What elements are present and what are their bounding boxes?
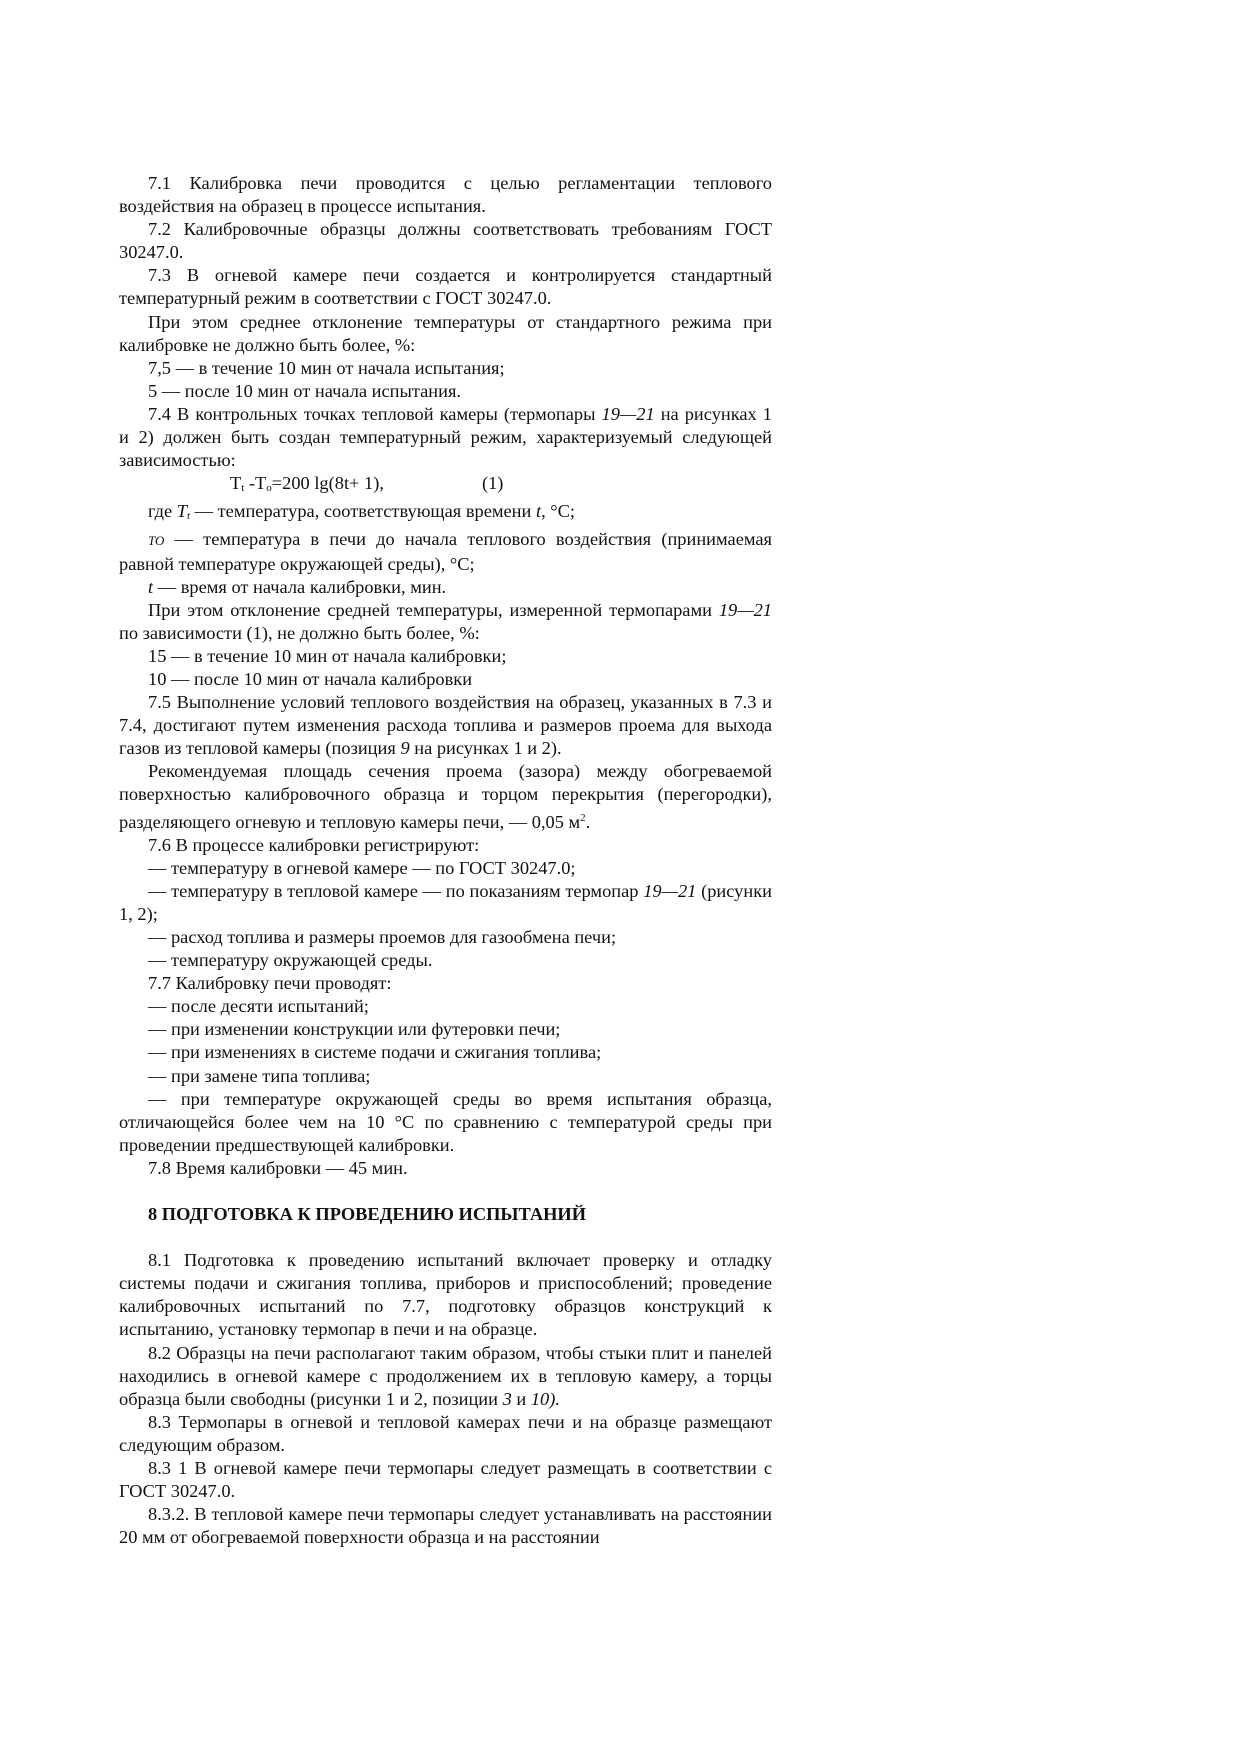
paragraph-8-3-2: 8.3.2. В тепловой камере печи термопары следует устанавливать на расстоянии 20 мм от обогреваемой поверхности образца и на расстоянии — [119, 1504, 772, 1548]
list-item: — при изменениях в системе подачи и сжигания топлива; — [148, 1042, 602, 1063]
paragraph-7-5: 7.5 Выполнение условий теплового воздействия на образец, указанных в 7.3 и 7.4, достигают путем изменения расхода топлива и размеров проема для выхода газов из тепловой камеры (позиция 9 на рисунках 1 и 2). — [119, 692, 772, 759]
definition-to: TO — температура в печи до начала теплового воздействия (принимаемая равной температуре окружающей среды), °С; — [119, 529, 772, 574]
definition-t: t — время от начала калибровки, мин. — [148, 576, 447, 597]
list-item: — температуру в тепловой камере — по показаниям термопар 19—21 (рисунки 1, 2); — [119, 880, 772, 924]
paragraph-8-2: 8.2 Образцы на печи располагают таким образом, чтобы стыки плит и панелей находились в огневой камере с продолжением их в тепловую камеру, а торцы образца были свободны (рисунки 1 и 2, позиции 3 и 10). — [119, 1342, 772, 1409]
paragraph-8-1: 8.1 Подготовка к проведению испытаний включает проверку и отладку системы подачи и сжигания топлива, приборов и приспособлений; проведение калибровочных испытаний по 7.7, подготовку образцов конструкций к испытанию, установку термопар в печи и на образце. — [119, 1250, 772, 1340]
equation-number: (1) — [481, 473, 504, 494]
paragraph-8-3: 8.3 Термопары в огневой и тепловой камерах печи и на образце размещают следующим образом. — [119, 1411, 772, 1455]
deviation-item: 7,5 — в течение 10 мин от начала испытания; — [148, 357, 505, 378]
paragraph-deviation-intro: При этом среднее отклонение температуры от стандартного режима при калибровке не должно быть более, %: — [119, 311, 772, 355]
definition-tt: где Tt — температура, соответствующая времени t, °С; — [148, 501, 576, 523]
list-item: — температуру окружающей среды. — [148, 950, 433, 971]
paragraph-recommended-area: Рекомендуемая площадь сечения проема (зазора) между обогреваемой поверхностью калибровочного образца и торцом перекрытия (перегородки), разделяющего огневую и тепловую камеры печи, — 0,05 $м^2$. — [119, 761, 772, 832]
paragraph-7-8: 7.8 Время калибровки — 45 мин. — [148, 1157, 408, 1178]
paragraph-8-3-1: 8.3 1 В огневой камере печи термопары следует размещать в соответствии с ГОСТ 30247.0. — [119, 1457, 772, 1502]
paragraph-average-deviation: При этом отклонение средней температуры, измеренной термопарами 19—21 по зависимости (1), не должно быть более, %: — [119, 599, 772, 643]
section-heading: 8 ПОДГОТОВКА К ПРОВЕДЕНИЮ ИСПЫТАНИЙ — [148, 1204, 587, 1225]
list-item: — при замене типа топлива; — [148, 1065, 371, 1086]
paragraph-7-7: 7.7 Калибровку печи проводят: — [148, 973, 392, 994]
paragraph-7-2: 7.2 Калибровочные образцы должны соответствовать требованиям ГОСТ 30247.0. — [119, 219, 772, 263]
list-item: — температуру в огневой камере — по ГОСТ 30247.0; — [148, 857, 576, 878]
paragraph-7-6: 7.6 В процессе калибровки регистрируют: — [148, 834, 480, 855]
deviation-item: 5 — после 10 мин от начала испытания. — [148, 380, 462, 401]
deviation-item: 15 — в течение 10 мин от начала калибровки; — [148, 645, 507, 666]
paragraph-7-4: 7.4 В контрольных точках тепловой камеры (термопары 19—21 на рисунках 1 и 2) должен быть создан температурный режим, характеризуемый следующей зависимостью: — [119, 403, 772, 471]
deviation-item: 10 — после 10 мин от начала калибровки — [148, 668, 473, 689]
document-page — [119, 172, 772, 1549]
formula-1: Tt -To=200 lg(8t+ 1), (1) — [230, 473, 504, 495]
list-item: — при температуре окружающей среды во время испытания образца, отличающейся более чем на 10 °С по сравнению с температурой среды при проведении предшествующей калибровки. — [119, 1088, 772, 1155]
list-item: — после десяти испытаний; — [148, 996, 369, 1017]
list-item: — расход топлива и размеры проемов для газообмена печи; — [148, 927, 617, 947]
paragraph-7-3: 7.3 В огневой камере печи создается и контролируется стандартный температурный режим в соответствии с ГОСТ 30247.0. — [119, 265, 772, 309]
paragraph-7-1: 7.1 Калибровка печи проводится с целью регламентации теплового воздействия на образец в процессе испытания. — [119, 173, 772, 217]
list-item: — при изменении конструкции или футеровки печи; — [148, 1019, 561, 1040]
